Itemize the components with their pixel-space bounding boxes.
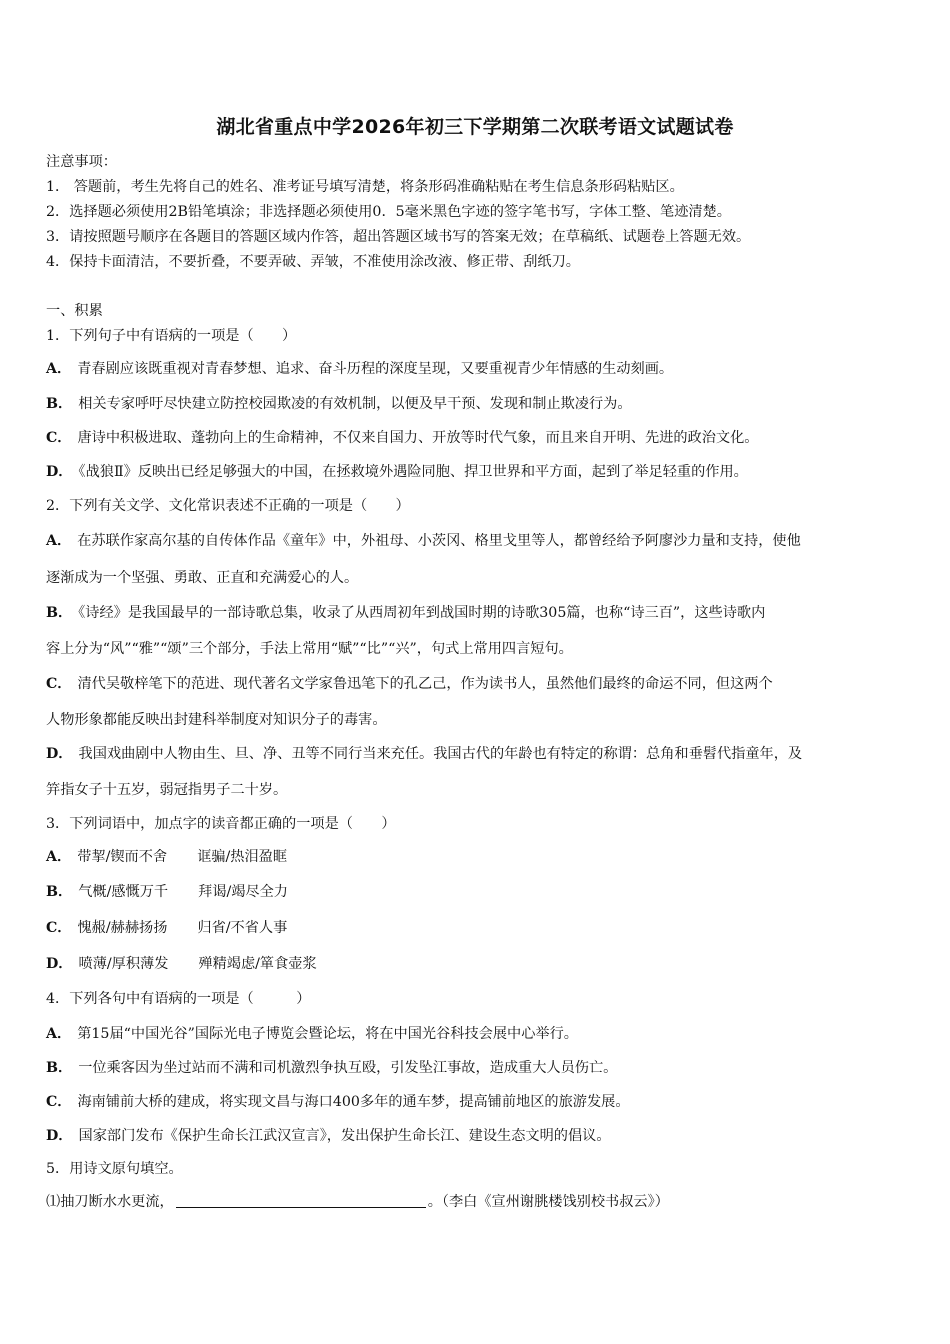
option: [46, 882, 288, 902]
option-text: 清代吴敬梓笔下的范进、现代著名文学家鲁迅笔下的孔乙己，作为读书人，虽然他们最终的命运不同，但这两个: [77, 676, 773, 692]
notice-item: 4．保持卡面清洁，不要折叠，不要弄破、弄皱，不准使用涂改液、修正带、刮纸刀。: [46, 254, 580, 270]
question-stem: 2．下列有关文学、文化常识表述不正确的一项是（ ）: [46, 498, 410, 514]
fill-blank-prompt: ⑴抽刀断水水更流，: [46, 1194, 174, 1210]
option: [46, 531, 801, 551]
notice-heading: 注意事项：: [46, 154, 117, 170]
notice-item: 2．选择题必须使用2B铅笔填涂；非选择题必须使用0．5毫米黑色字迹的签字笔书写，字体工整、笔迹清楚。: [46, 204, 731, 220]
option-text: 第15届“中国光谷”国际光电子博览会暨论坛，将在中国光谷科技会展中心举行。: [77, 1026, 578, 1042]
option: [46, 394, 632, 414]
answer-blank[interactable]: [176, 1193, 426, 1208]
option-word: 归省/不省人事: [197, 920, 288, 936]
option-text: 《战狼Ⅱ》反映出已经足够强大的中国，在拯救境外遇险同胞、捍卫世界和平方面，起到了举足轻重的作用。: [78, 464, 748, 480]
notice-item: 1． 答题前，考生先将自己的姓名、准考证号填写清楚，将条形码准确粘贴在考生信息条形码粘贴区。: [46, 179, 684, 195]
option-label: B．: [46, 605, 73, 621]
option-word: 拜谒/竭尽全力: [198, 884, 288, 900]
option: [46, 359, 673, 379]
option-label: C．: [46, 920, 72, 936]
option-label: D．: [46, 746, 73, 762]
option-label: C．: [46, 430, 72, 446]
option: [46, 603, 765, 623]
section-heading: 一、积累: [46, 303, 103, 319]
option-word: 愧赧/赫赫扬扬: [77, 920, 168, 936]
option-label: A．: [46, 361, 72, 377]
option: [46, 918, 287, 938]
option: [46, 1092, 630, 1112]
option-label: A．: [46, 1026, 72, 1042]
notice-item: 3．请按照题号顺序在各题目的答题区域内作答，超出答题区域书写的答案无效；在草稿纸、试题卷上答题无效。: [46, 229, 751, 245]
option: [46, 1126, 611, 1146]
fill-blank-line: [46, 1192, 669, 1212]
option-text: 国家部门发布《保护生命长江武汉宣言》，发出保护生命长江、建设生态文明的倡议。: [78, 1128, 611, 1144]
option: [46, 1024, 578, 1044]
option-text: 唐诗中积极进取、蓬勃向上的生命精神，不仅来自国力、开放等时代气象，而且来自开明、先进的政治文化。: [77, 430, 759, 446]
option-continuation: 笄指女子十五岁，弱冠指男子二十岁。: [46, 782, 288, 798]
option-text: 海南铺前大桥的建成，将实现文昌与海口400多年的通车梦，提高铺前地区的旅游发展。: [77, 1094, 630, 1110]
option-continuation: 逐渐成为一个坚强、勇敢、正直和充满爱心的人。: [46, 570, 359, 586]
option-label: D．: [46, 1128, 73, 1144]
option-continuation: 容上分为“风”“雅”“颂”三个部分，手法上常用“赋”“比”“兴”，句式上常用四言短句。: [46, 641, 573, 657]
option: [46, 428, 759, 448]
option-label: B．: [46, 884, 73, 900]
question-stem: 5．用诗文原句填空。: [46, 1161, 183, 1177]
option-word: 带挈/锲而不舍: [77, 849, 168, 865]
option-word: 诓骗/热泪盈眶: [197, 849, 288, 865]
question-stem: 3．下列词语中，加点字的读音都正确的一项是（ ）: [46, 816, 396, 832]
option-label: A．: [46, 533, 72, 549]
option: [46, 462, 748, 482]
option-continuation: 人物形象都能反映出封建科举制度对知识分子的毒害。: [46, 712, 387, 728]
option-text: 我国戏曲剧中人物由生、旦、净、丑等不同行当来充任。我国古代的年龄也有特定的称谓：总角和垂髫代指童年，及: [78, 746, 803, 762]
option: [46, 1058, 617, 1078]
option-text: 青春剧应该既重视对青春梦想、追求、奋斗历程的深度呈现，又要重视青少年情感的生动刻画。: [77, 361, 674, 377]
option-text: 一位乘客因为坐过站而不满和司机激烈争执互殴，引发坠江事故，造成重大人员伤亡。: [78, 1060, 618, 1076]
option-text: 《诗经》是我国最早的一部诗歌总集，收录了从西周初年到战国时期的诗歌305篇，也称“诗三百”，这些诗歌内: [78, 605, 766, 621]
option-label: B．: [46, 1060, 73, 1076]
option-text: 相关专家呼吁尽快建立防控校园欺凌的有效机制，以便及早干预、发现和制止欺凌行为。: [78, 396, 632, 412]
option-text: 在苏联作家高尔基的自传体作品《童年》中，外祖母、小茨冈、格里戈里等人，都曾经给予阿廖沙力量和支持，使他: [77, 533, 801, 549]
option: [46, 954, 317, 974]
option-word: 殚精竭虑/箪食壶浆: [198, 956, 317, 972]
question-stem: 4．下列各句中有语病的一项是（ ）: [46, 991, 311, 1007]
option-label: A．: [46, 849, 72, 865]
option-label: C．: [46, 1094, 72, 1110]
fill-blank-source: 。（李白《宣州谢朓楼饯别校书叔云》）: [427, 1194, 669, 1210]
option-label: B．: [46, 396, 73, 412]
option-label: D．: [46, 464, 73, 480]
option: [46, 674, 773, 694]
question-stem: 1．下列句子中有语病的一项是（ ）: [46, 328, 297, 344]
option: [46, 744, 802, 764]
option-label: D．: [46, 956, 73, 972]
page-title: 湖北省重点中学2026年初三下学期第二次联考语文试题试卷: [216, 116, 734, 138]
option: [46, 847, 287, 867]
option-word: 喷薄/厚积薄发: [78, 956, 169, 972]
option-word: 气概/感慨万千: [78, 884, 169, 900]
option-label: C．: [46, 676, 72, 692]
